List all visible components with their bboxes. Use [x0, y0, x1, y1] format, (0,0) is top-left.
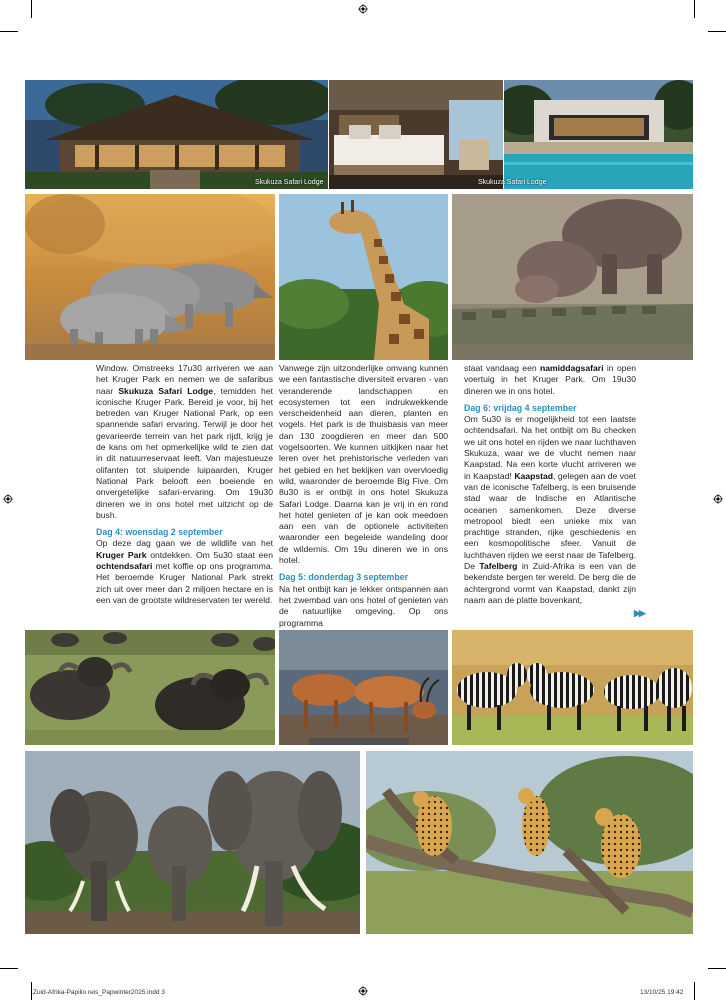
text-column-2: [279, 363, 448, 629]
zebras-photo: [452, 630, 693, 745]
continue-arrow-icon: ▶▶: [634, 608, 644, 618]
rhinos-photo: [25, 194, 275, 360]
paragraph: staat vandaag een namiddagsafari in open voertuig in het Kruger Park. Om 19u30 dineren we in ons hotel.: [464, 363, 636, 396]
crop-mark: [708, 968, 726, 969]
bold-text: namiddagsafari: [539, 363, 604, 373]
crop-mark: [31, 982, 32, 1000]
crop-mark: [0, 968, 18, 969]
lodge-pool-caption: Skukuza Safari Lodge: [478, 179, 547, 186]
lodge-pool-photo: [504, 80, 693, 189]
paragraph: Window. Omstreeks 17u30 arriveren we aan het Kruger Park en nemen we de safaribus naar Skukuza Safari Lodge, temidden het iconische Kruger Park. Bereid je voor, bij het betreden van Kruger National Park, op een spannende safari ervaring. Terwijl je door het gevarieerde terrein van het park rijdt, krijg je de kans om het opmerkelijke wild te zien dat in dit natuurreservaat leeft. Van majestueuze olifanten tot sluipende luipaarden, Kruger National Park belooft een boeiende en onvergetelijke safari-ervaring. Om 19u30 dineren we in ons hotel met uitzicht op de bush.: [96, 363, 274, 520]
bold-text: ochtendsafari: [96, 561, 153, 572]
day-heading: Dag 5: donderdag 3 september: [279, 572, 409, 583]
lodge-exterior-caption: Skukuza Safari Lodge: [255, 179, 324, 186]
footer-file-name: Zuid-Afrika-Papilio reis_Papwinter2025.indd 3: [33, 989, 165, 996]
cheetahs-photo: [366, 751, 693, 934]
buffalo-photo: [25, 630, 275, 745]
paragraph: Op deze dag gaan we de wildlife van het Kruger Park ontdekken. Om 5u30 staat een ochtendsafari met koffie op ons programma. Het beroemde Kruger National Park strekt zich uit over meer dan 2 miljoen hectare en is een van de grootste wildreservaten ter wereld.: [96, 538, 273, 605]
bold-text: Tafelberg: [479, 561, 518, 572]
text-column-1: [96, 363, 273, 606]
giraffe-photo: [279, 194, 448, 360]
day-heading: Dag 4: woensdag 2 september: [96, 527, 223, 538]
registration-mark-top: [358, 4, 368, 14]
lodge-bedroom-photo: [329, 80, 503, 189]
registration-mark-right: [713, 494, 723, 504]
crop-mark: [708, 31, 726, 32]
bold-text: Kaapstad: [514, 470, 554, 481]
lodge-exterior-photo: [25, 80, 328, 189]
day-heading: Dag 6: vrijdag 4 september: [464, 402, 577, 413]
crop-mark: [0, 31, 18, 32]
elephants-photo: [25, 751, 360, 934]
crop-mark: [694, 0, 695, 18]
hippo-crocodile-photo: [452, 194, 693, 360]
crop-mark: [31, 0, 32, 18]
paragraph: Om 5u30 is er mogelijkheid tot een laatste ochtendsafari. Na het ontbijt om 8u checken we uit ons hotel en rijden we naar luchthaven Skukuza, waar we de vlucht nemen naar Kaapstad. Na een korte vlucht arriveren we in Kaapstad! Kaapstad, gelegen aan de voet van de iconische Tafelberg, is een bruisende stad waar de Indische en Atlantische oceanen samenkomen. Deze diverse metropool biedt een unieke mix van prachtige stranden, rijke geschiedenis en een kosmopolitische sfeer. Vanuit de luchthaven rijden we eerst naar de Tafelberg. De Tafelberg in Zuid-Afrika is een van de bekendste bergen ter wereld. De berg die de achtergrond vormt van Kaapstad, dankt zijn naam aan de platte bovenkant,: [464, 414, 636, 605]
paragraph: Vanwege zijn uitzonderlijke omvang kunnen we een fantastische diversiteit ervaren - van veranderende landschappen en ecosystemen tot een indrukwekkende verscheidenheid aan dieren, planten en vogels. Het park is de thuisbasis van meer dan 130 zoogdieren en meer dan 500 vogelsoorten. We kunnen uitkijken naar het leren over het prehistorische verleden van het gebied en het bekijken van overvloedig wild, waaronder de beroemde Big Five. Om 8u30 is er ontbijt in ons hotel Skukuza Safari Lodge. Daarna kan je vrij in en rond het hotel genieten of je kan ook meedoen aan een van de optionele activiteiten waaronder een begeleide wandeling door de wildernis. Om 19u dineren we in ons hotel.: [279, 363, 448, 566]
bold-text: Skukuza Safari Lodge: [118, 385, 214, 396]
crop-mark: [694, 982, 695, 1000]
text-column-3: [464, 363, 636, 606]
impala-photo: [279, 630, 448, 745]
bold-text: Kruger Park: [96, 549, 147, 560]
registration-mark-bottom: [358, 986, 368, 996]
footer-datetime: 13/10/25 19:42: [640, 989, 684, 996]
paragraph: Na het ontbijt kan je lekker ontspannen aan het zwembad van ons hotel of genieten van de natuurlijke omgeving. Op ons programma: [279, 583, 448, 628]
registration-mark-left: [3, 494, 13, 504]
